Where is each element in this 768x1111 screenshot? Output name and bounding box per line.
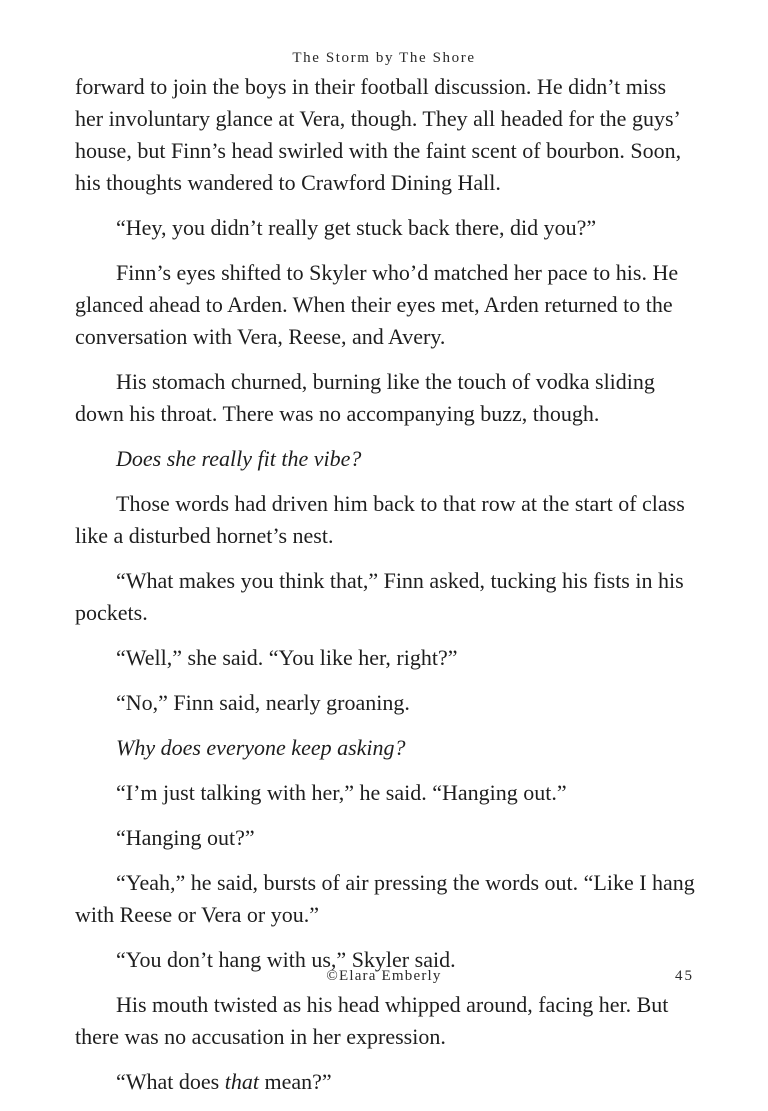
dialogue-text: mean?” xyxy=(258,1069,332,1094)
paragraph-narrative: Those words had driven him back to that row at the start of class like a disturbed hornet’s nest. xyxy=(75,491,685,548)
running-header: The Storm by The Shore xyxy=(292,50,476,66)
paragraph-dialogue: “Well,” she said. “You like her, right?” xyxy=(116,645,458,670)
paragraph-inner-thought: Does she really fit the vibe? xyxy=(116,446,362,471)
paragraph-dialogue: “Hanging out?” xyxy=(116,825,255,850)
paragraph-inner-thought: Why does everyone keep asking? xyxy=(116,735,406,760)
footer-copyright: ©Elara Emberly xyxy=(326,968,442,984)
paragraph-dialogue xyxy=(75,1066,695,1098)
paragraph-dialogue: “What makes you think that,” Finn asked, tucking his fists in his pockets. xyxy=(75,568,684,625)
paragraph-dialogue: “Yeah,” he said, bursts of air pressing the words out. “Like I hang with Reese or Vera or you.” xyxy=(75,870,695,927)
paragraph-dialogue: “No,” Finn said, nearly groaning. xyxy=(116,690,410,715)
paragraph-continuation: forward to join the boys in their football discussion. He didn’t miss her involuntary glance at Vera, though. They all headed for the guys’ house, but Finn’s head swirled with the faint scent of bourbon. Soon, his thoughts wandered to Crawford Dining Hall. xyxy=(75,74,682,195)
paragraph-dialogue: “You don’t hang with us,” Skyler said. xyxy=(116,947,456,972)
paragraph-narrative: His mouth twisted as his head whipped around, facing her. But there was no accusation in her expression. xyxy=(75,992,669,1049)
page-body xyxy=(75,71,695,1111)
emphasized-word: that xyxy=(224,1069,259,1094)
paragraph-dialogue: “Hey, you didn’t really get stuck back there, did you?” xyxy=(116,215,597,240)
paragraph-narrative: Finn’s eyes shifted to Skyler who’d matched her pace to his. He glanced ahead to Arden. When their eyes met, Arden returned to the conversation with Vera, Reese, and Avery. xyxy=(75,260,679,349)
dialogue-text: “What does xyxy=(116,1069,225,1094)
paragraph-narrative: His stomach churned, burning like the touch of vodka sliding down his throat. There was no accompanying buzz, though. xyxy=(75,369,655,426)
paragraph-dialogue: “I’m just talking with her,” he said. “Hanging out.” xyxy=(116,780,567,805)
page-number: 45 xyxy=(675,968,694,984)
